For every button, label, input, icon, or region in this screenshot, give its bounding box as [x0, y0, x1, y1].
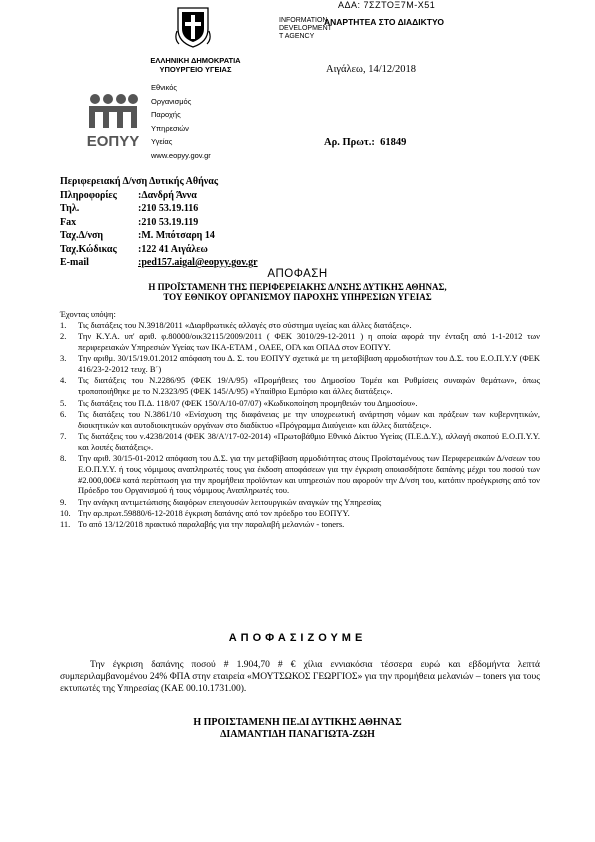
item-text: Τις διατάξεις του Ν.3861/10 «Ενίσχυση της διαφάνειας με την υποχρεωτική ανάρτηση νόμων και πράξεων των κυβερνητικών, διοικητικών και αυτοδιοικητικών οργάνων στο διαδίκτυο «Πρόγραμμα Διαύγεια» και άλλες διατάξεις». — [78, 408, 540, 430]
list-item — [60, 353, 540, 375]
org-line: Οργανισμός — [151, 96, 192, 106]
email-link[interactable]: :ped157.aigal@eopyy.gov.gr — [138, 257, 258, 268]
item-number: 11. — [60, 519, 71, 530]
item-number: 2. — [60, 331, 67, 342]
organization-lines — [151, 81, 211, 162]
contact-value: :Μ. Μπότσαρη 14 — [138, 230, 215, 241]
contact-label: Fax — [60, 216, 77, 228]
considerations-list — [60, 320, 540, 531]
subtitle-line-1: Η ΠΡΟΪΣΤΑΜΕΝΗ ΤΗΣ ΠΕΡΙΦΕΡΕΙΑΚΗΣ Δ/ΝΣΗΣ ΔΥΤΙΚΗΣ ΑΘΗΝΑΣ, — [148, 282, 447, 292]
diavgeia-title: ΑΝΑΡΤΗΤΕΑ ΣΤΟ ΔΙΑΔΙΚΤΥΟ — [324, 17, 444, 27]
document-date: Αιγάλεω, 14/12/2018 — [326, 64, 417, 75]
item-text: Την Κ.Υ.Α. υπ' αριθ. φ.80000/οικ32115/2009/2011 ( ΦΕΚ 3010/29-12-2011 ) η οποία αφορά την ένταξη από 1-1-2012 των περιφερειακών Υπηρεσιών Υγείας των ΙΚΑ-ΕΤΑΜ , ΟΑΕΕ, ΟΓΑ και ΟΠΑΔ στον ΕΟΠΥΥ. — [78, 331, 540, 353]
decision-title: ΑΠΟΦΑΣΗ — [267, 268, 328, 280]
contact-label: Πληροφορίες — [60, 189, 117, 201]
logo-text: ΕΟΠΥΥ — [86, 133, 140, 149]
contact-block — [60, 175, 258, 270]
contact-value: :210 53.19.119 — [138, 216, 199, 228]
contact-value: :Δανδρή Άννα — [138, 189, 197, 201]
signature-name: ΔΙΑΜΑΝΤΙΔΗ ΠΑΝΑΓΙΩΤΑ-ΖΩΗ — [220, 729, 375, 740]
list-item — [60, 320, 540, 331]
contact-label: Ταχ.Κώδικας — [60, 243, 117, 255]
item-number: 3. — [60, 353, 67, 364]
ada-code: ΑΔΑ: 7ΣΖΤΟΞ7Μ-Χ51 — [338, 0, 436, 10]
state-heading — [128, 56, 263, 74]
considerations-intro: Έχοντας υπόψη: — [60, 309, 116, 319]
state-name: ΕΛΛΗΝΙΚΗ ΔΗΜΟΚΡΑΤΙΑ — [150, 56, 241, 65]
org-website: www.eopyy.gov.gr — [151, 150, 211, 160]
org-line: Υπηρεσιών — [151, 123, 189, 133]
list-item — [60, 519, 540, 530]
contact-row — [60, 216, 258, 230]
item-number: 5. — [60, 397, 67, 408]
protocol-number — [324, 137, 406, 148]
list-item — [60, 453, 540, 496]
contact-value: :210 53.19.116 — [138, 203, 199, 214]
item-text: Το από 13/12/2018 πρακτικό παραλαβής για την παραλαβή μελανιών - toners. — [78, 519, 345, 530]
list-item — [60, 331, 540, 353]
greek-emblem-icon — [175, 5, 211, 49]
list-item — [60, 497, 540, 508]
subtitle-line-2: ΤΟΥ ΕΘΝΙΚΟΥ ΟΡΓΑΝΙΣΜΟΥ ΠΑΡΟΧΗΣ ΥΠΗΡΕΣΙΩΝ ΥΓΕΙΑΣ — [163, 292, 432, 302]
item-number: 8. — [60, 453, 67, 464]
decision-body: Την έγκριση δαπάνης ποσού # 1.904,70 # € χίλια εννιακόσια τέσσερα ευρώ και εβδομήντα λεπτά συμπεριλαμβανομένου 24% ΦΠΑ στην εταιρεία «ΜΟΥΤΣΩΚΟΣ ΓΕΩΡΓΙΟΣ» για την προμήθεια μελανιών – toners για τους εκτυπωτές της Υπηρεσίας (ΚΑΕ 00.10.1731.00). — [60, 660, 540, 694]
item-text: Τις διατάξεις του Ν.3918/2011 «Διαρθρωτικές αλλαγές στο σύστημα υγείας και άλλες διατάξεις». — [78, 320, 412, 330]
agency-line: DEVELOPMENT — [279, 25, 332, 32]
list-item — [60, 375, 540, 397]
contact-row — [60, 229, 258, 243]
item-text: Τις διατάξεις του Π.Δ. 118/07 (ΦΕΚ 150/Α/10-07/07) «Κωδικοποίηση προμηθειών του Δημοσίου». — [78, 397, 418, 408]
decision-subtitle — [0, 282, 595, 302]
contact-row — [60, 243, 258, 257]
item-number: 4. — [60, 375, 67, 386]
item-number: 9. — [60, 496, 67, 507]
list-item — [60, 508, 540, 519]
org-line: Υγείας — [151, 137, 173, 146]
list-item — [60, 409, 540, 431]
list-item — [60, 398, 540, 409]
item-number: 10. — [60, 508, 71, 519]
contact-row — [60, 189, 258, 203]
protocol-label: Αρ. Πρωτ.: — [324, 137, 375, 148]
org-line: Παροχής — [151, 110, 181, 119]
ministry-name: ΥΠΟΥΡΓΕΙΟ ΥΓΕΙΑΣ — [159, 65, 232, 74]
signature-title: Η ΠΡΟΙΣΤΑΜΕΝΗ ΠΕ.ΔΙ ΔΥΤΙΚΗΣ ΑΘΗΝΑΣ — [193, 717, 402, 728]
protocol-value: 61849 — [380, 137, 407, 148]
item-number: 1. — [60, 320, 67, 330]
item-number: 7. — [60, 430, 67, 441]
item-text: Την αριθμ. 30/15/19.01.2012 απόφαση του Δ. Σ. του ΕΟΠΥΥ σχετικά με τη μεταβίβαση αρμοδιοτήτων του Δ.Σ. του Ε.Ο.Π.Υ.Υ (ΦΕΚ 416/23-2-2012 τευχ. Β΄) — [78, 353, 540, 375]
agency-line: T AGENCY — [279, 33, 315, 40]
region-name: Περιφερειακή Δ/νση Δυτικής Αθήνας — [60, 176, 219, 187]
contact-value: :122 41 Αιγάλεω — [138, 243, 208, 255]
decide-heading: ΑΠΟΦΑΣΙΖΟΥΜΕ — [228, 632, 367, 644]
contact-label: Τηλ. — [60, 203, 80, 214]
agency-block — [279, 17, 332, 41]
email-label: E-mail — [60, 257, 89, 268]
item-text: Την ανάγκη αντιμετώπισης διαφόρων επειγουσών λειτουργικών αναγκών της Υπηρεσίας — [78, 496, 382, 507]
list-item — [60, 431, 540, 453]
item-text: Την αριθ. 30/15-01-2012 απόφαση του Δ.Σ. για την μεταβίβαση αρμοδιότητας στους Προϊσταμένους των Περιφερειακών Δ/νσεων του Ε.Ο.Π.Υ.Υ. ή τους νόμιμους αναπληρωτές τους για έκδοση αποφάσεων για την έγκριση οποιασδήποτε δαπάνης μέχρι του ποσού των #2.000,00€# κατά περίπτωση για την προμήθεια προϊόντων και υπηρεσιών που αφορούν την Δ/νση του, κατόπιν προέγκρισης από τον Πρόεδρο του Οργανισμού ή τους νόμιμους Αναπληρωτές του. — [78, 453, 540, 496]
contact-row — [60, 202, 258, 216]
signature-block — [0, 717, 595, 741]
eopyy-logo — [85, 89, 141, 149]
item-text: Την αρ.πρωτ.59880/6-12-2018 έγκριση δαπάνης από τον πρόεδρο του ΕΟΠΥΥ. — [78, 508, 350, 519]
agency-line: INFORMATION — [279, 17, 328, 24]
item-text: Τις διατάξεις του ν.4238/2014 (ΦΕΚ 38/Α'/17-02-2014) «Πρωτοβάθμιο Εθνικό Δίκτυο Υγείας (Π.Ε.Δ.Υ.), αλλαγή σκοπού Ε.Ο.Π.Υ.Υ. και λοιπές διατάξεις». — [78, 430, 540, 452]
contact-label: Ταχ.Δ/νση — [60, 230, 104, 241]
item-number: 6. — [60, 408, 67, 419]
item-text: Τις διατάξεις του Ν.2286/95 (ΦΕΚ 19/Α/95) «Προμήθειες του Δημοσίου Τομέα και Ρυθμίσεις συναφών θεμάτων», όπως τροποποιήθηκε με το Ν.2323/95 (ΦΕΚ 145/Α/95) «Υπαίθριο Εμπόριο και άλλες διατάξεις». — [78, 375, 540, 397]
org-line: Εθνικός — [151, 83, 178, 92]
